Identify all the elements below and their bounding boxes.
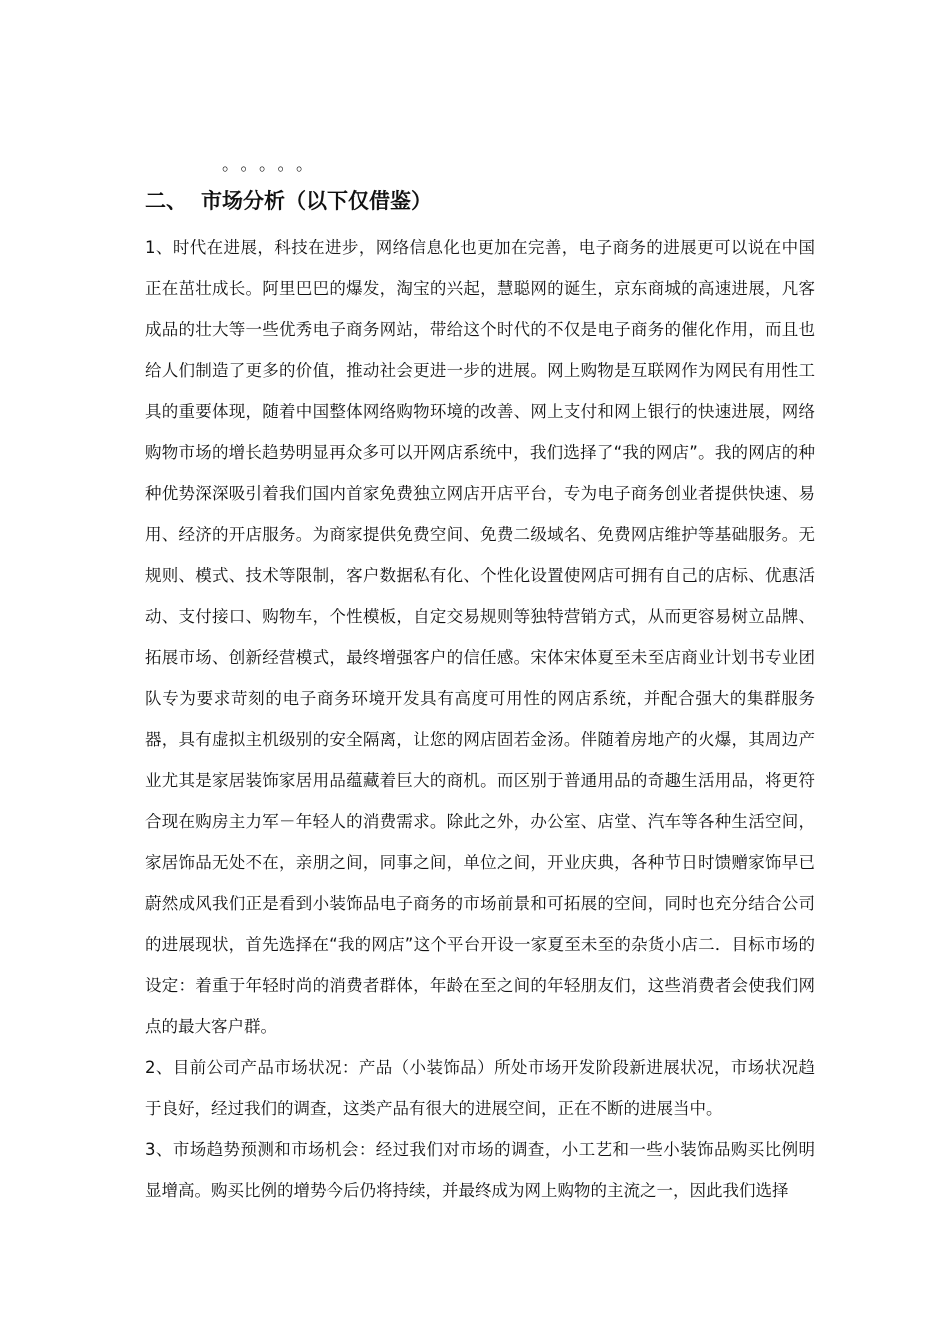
- section-title: 市场分析（以下仅借鉴）: [201, 189, 432, 213]
- paragraph-3: 3、市场趋势预测和市场机会：经过我们对市场的调查，小工艺和一些小装饰品购买比例明显增高。购买比例的增势今后仍将持续，并最终成为网上购物的主流之一，因此我们选择: [145, 1140, 815, 1200]
- ellipsis-dots: 。。。。。: [222, 155, 323, 175]
- paragraph-2: 2、目前公司产品市场状况：产品（小装饰品）所处市场开发阶段新进展状况，市场状况趋于良好，经过我们的调查，这类产品有很大的进展空间，正在不断的进展当中。: [145, 1058, 815, 1118]
- paragraph-1: 1、时代在进展，科技在进步，网络信息化也更加在完善，电子商务的进展更可以说在中国正在茁壮成长。阿里巴巴的爆发，淘宝的兴起，慧聪网的诞生，京东商城的高速进展，凡客成品的壮大等一些优秀电子商务网站，带给这个时代的不仅是电子商务的催化作用，而且也给人们制造了更多的价值，推动社会更进一步的进展。网上购物是互联网作为网民有用性工具的重要体现，随着中国整体网络购物环境的改善、网上支付和网上银行的快速进展，网络购物市场的增长趋势明显再众多可以开网店系统中，我们选择了“我的网店”。我的网店的种种优势深深吸引着我们国内首家免费独立网店开店平台，专为电子商务创业者提供快速、易用、经济的开店服务。为商家提供免费空间、免费二级域名、免费网店维护等基础服务。无规则、模式、技术等限制，客户数据私有化、个性化设置使网店可拥有自己的店标、优惠活动、支付接口、购物车，个性模板，自定交易规则等独特营销方式，从而更容易树立品牌、拓展市场、创新经营模式，最终增强客户的信任感。宋体宋体夏至未至店商业计划书专业团队专为要求苛刻的电子商务环境开发具有高度可用性的网店系统，并配合强大的集群服务器，具有虚拟主机级别的安全隔离，让您的网店固若金汤。伴随着房地产的火爆，其周边产业尤其是家居装饰家居用品蕴藏着巨大的商机。而区别于普通用品的奇趣生活用品，将更符合现在购房主力军－年轻人的消费需求。除此之外，办公室、店堂、汽车等各种生活空间，家居饰品无处不在，亲朋之间，同事之间，单位之间，开业庆典，各种节日时馈赠家饰早已蔚然成风我们正是看到小装饰品电子商务的市场前景和可拓展的空间，同时也充分结合公司的进展现状，首先选择在“我的网店”这个平台开设一家夏至未至的杂货小店二．目标市场的设定：着重于年轻时尚的消费者群体，年龄在至之间的年轻朋友们，这些消费者会使我们网点的最大客户群。: [145, 238, 815, 1036]
- section-number: 二、: [145, 189, 187, 213]
- section-heading: [145, 185, 432, 215]
- document-body: [145, 227, 815, 1211]
